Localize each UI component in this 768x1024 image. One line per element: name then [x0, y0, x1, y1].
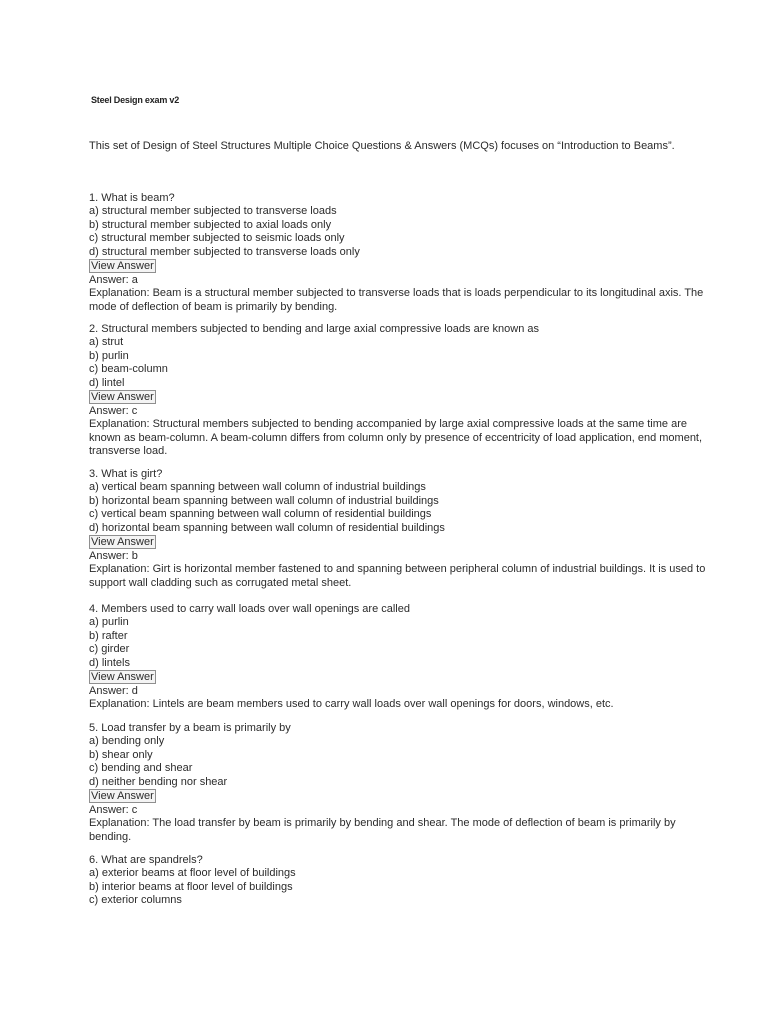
view-answer-button[interactable]: View Answer	[91, 671, 154, 684]
question-block-4	[89, 603, 709, 712]
question-block-2	[89, 323, 709, 459]
explanation-text: Explanation: Beam is a structural member subjected to transverse loads that is loads perpendicular to its longitudinal axis. The mode of deflection of beam is primarily by bending.	[89, 287, 704, 313]
option-c: c) bending and shear	[89, 762, 193, 775]
view-answer-button[interactable]: View Answer	[91, 391, 154, 404]
question-block-5	[89, 722, 709, 844]
option-c: c) structural member subjected to seismic loads only	[89, 232, 345, 245]
intro-paragraph: This set of Design of Steel Structures Multiple Choice Questions & Answers (MCQs) focuses on “Introduction to Beams”.	[89, 140, 675, 152]
option-a: a) structural member subjected to transverse loads	[89, 205, 337, 218]
option-b: b) purlin	[89, 349, 129, 362]
option-a: a) purlin	[89, 616, 129, 629]
question-block-6	[89, 854, 709, 908]
view-answer-button[interactable]: View Answer	[91, 260, 154, 273]
answer-text: Answer: b	[89, 550, 138, 563]
explanation-text: Explanation: Girt is horizontal member fastened to and spanning between peripheral column of industrial buildings. It is used to support wall cladding such as corrugated metal sheet.	[89, 563, 706, 589]
question-block-1	[89, 192, 709, 314]
view-answer-button[interactable]: View Answer	[91, 790, 154, 803]
question-text: 1. What is beam?	[89, 192, 175, 204]
option-c: c) girder	[89, 643, 130, 656]
view-answer-button[interactable]: View Answer	[91, 536, 154, 549]
option-d: d) lintels	[89, 656, 130, 669]
explanation-text: Explanation: Lintels are beam members used to carry wall loads over wall openings for doors, windows, etc.	[89, 698, 614, 711]
option-b: b) shear only	[89, 748, 153, 761]
option-b: b) horizontal beam spanning between wall column of industrial buildings	[89, 494, 439, 507]
option-d: d) structural member subjected to transverse loads only	[89, 245, 360, 258]
option-b: b) structural member subjected to axial loads only	[89, 218, 332, 231]
answer-text: Answer: c	[89, 405, 138, 418]
question-text: 2. Structural members subjected to bending and large axial compressive loads are known as	[89, 323, 540, 335]
option-b: b) interior beams at floor level of buildings	[89, 880, 293, 893]
option-d: d) horizontal beam spanning between wall column of residential buildings	[89, 521, 445, 534]
option-d: d) neither bending nor shear	[89, 775, 228, 788]
question-text: 3. What is girt?	[89, 468, 163, 480]
option-a: a) bending only	[89, 735, 165, 748]
question-block-3	[89, 468, 709, 590]
explanation-text: Explanation: The load transfer by beam is primarily by bending and shear. The mode of deflection of beam is primarily by bending.	[89, 817, 676, 843]
option-a: a) exterior beams at floor level of buildings	[89, 867, 296, 880]
explanation-text: Explanation: Structural members subjected to bending accompanied by large axial compressive loads at the same time are known as beam-column. A beam-column differs from column only by presence of eccentricity of load application, end moment, transverse load.	[89, 418, 703, 458]
option-d: d) lintel	[89, 376, 125, 389]
option-a: a) vertical beam spanning between wall column of industrial buildings	[89, 481, 426, 494]
question-text: 6. What are spandrels?	[89, 854, 203, 866]
answer-text: Answer: c	[89, 804, 138, 817]
answer-text: Answer: a	[89, 274, 138, 287]
option-b: b) rafter	[89, 629, 128, 642]
option-a: a) strut	[89, 336, 124, 349]
question-text: 5. Load transfer by a beam is primarily by	[89, 722, 291, 734]
option-c: c) beam-column	[89, 363, 168, 376]
option-c: c) vertical beam spanning between wall column of residential buildings	[89, 508, 432, 521]
document-title: Steel Design exam v2	[91, 95, 180, 105]
answer-text: Answer: d	[89, 685, 138, 698]
option-c: c) exterior columns	[89, 894, 182, 907]
question-text: 4. Members used to carry wall loads over wall openings are called	[89, 603, 410, 615]
